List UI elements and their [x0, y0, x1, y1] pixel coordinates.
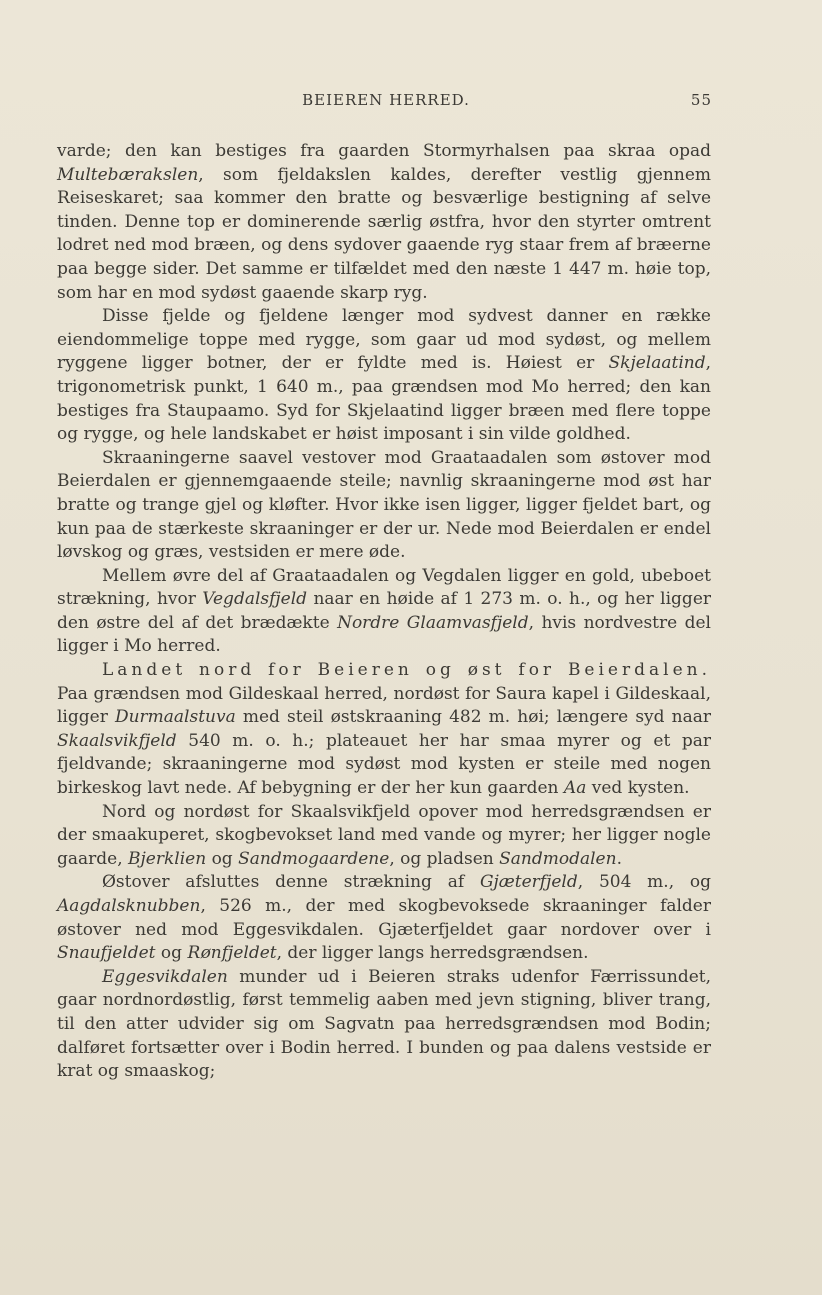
- text-run: Disse fjelde og fjeldene længer mod sydvest danner en række eiendommelige toppe med rygge, som gaar ud mod sydøst, og mellem ryggene ligger botner, der er fyldte med is. Høiest er: [57, 306, 711, 374]
- paragraph: [57, 305, 711, 447]
- italic-term: Skaalsvikfjeld: [57, 730, 177, 751]
- paragraph: [57, 659, 711, 801]
- text-run: .: [616, 848, 622, 869]
- text-run: Skraaningerne saavel vestover mod Graataadalen som østover mod Beierdalen er gjennemgaaende steile; navnlig skraaningerne mod øst har bratte og trange gjel og kløfter. Hvor ikke isen ligger, ligger fjeldet bart, og kun paa de stærkeste skraaninger er der ur. Nede mod Beierdalen er endel løvskog og græs, vestsiden er mere øde.: [57, 447, 711, 563]
- text-run: 540 m. o. h.; plateauet her har smaa myrer og et par fjeldvande; skraaningerne mod sydøst mod kysten er steile med nogen birkeskog lavt nede. Af bebygning er der her kun gaarden: [57, 730, 711, 799]
- text-run: ved kysten.: [586, 778, 690, 799]
- paragraph: [57, 140, 711, 305]
- paragraph: [57, 871, 711, 965]
- text-run: Mellem øvre del af Graataadalen og Vegdalen ligger en gold, ubeboet strækning, hvor: [57, 565, 711, 610]
- italic-term: Aa: [563, 778, 587, 799]
- text-run: Nord og nordøst for Skaalsvikfjeld opover mod herredsgrændsen er der smaakuperet, skogbevokset land med vande og myrer; her ligger nogle gaarde,: [57, 801, 711, 869]
- text-run: varde; den kan bestiges fra gaarden Stormyrhalsen paa skraa opad: [57, 141, 711, 161]
- body-text: [57, 140, 711, 1084]
- text-run: , 526 m., der med skogbevoksede skraaninger falder østover ned mod Eggesvikdalen. Gjæterfjeldet gaar nordover over i: [57, 896, 711, 940]
- text-run: munder ud i Beieren straks udenfor Færrissundet, gaar nordnordøstlig, først temmelig aaben med jevn stigning, bliver trang, til den atter udvider sig om Sagvatn paa herredsgrændsen mod Bodin; dalføret fortsætter over i Bodin herred. I bunden og paa dalens vestside er krat og smaaskog;: [57, 966, 711, 1082]
- italic-term: Bjerklien: [128, 848, 207, 869]
- text-run: naar en høide af 1 273 m. o. h., og her ligger den østre del af det brædækte: [57, 589, 712, 633]
- italic-term: Skjelaatind: [608, 353, 706, 374]
- italic-term: Multebærakslen: [57, 164, 199, 185]
- italic-term: Rønfjeldet: [187, 943, 277, 964]
- text-run: og: [155, 943, 188, 964]
- text-run: , der ligger langs herredsgrændsen.: [276, 943, 589, 964]
- paragraph: [57, 966, 711, 1084]
- text-run: Østover afsluttes denne strækning af: [102, 872, 480, 893]
- text-run: , trigonometrisk punkt, 1 640 m., paa grændsen mod Mo herred; den kan bestiges fra Staupaamo. Syd for Skjelaatind ligger bræen med flere toppe og rygge, og hele landskabet er høist imposant i sin vilde goldhed.: [57, 353, 711, 445]
- italic-term: Snaufjeldet: [57, 943, 156, 964]
- text-run: Paa grændsen mod Gildeskaal herred, nordøst for Saura kapel i Gildeskaal, ligger: [57, 683, 711, 728]
- text-run: , og pladsen: [389, 848, 500, 869]
- text-run: , hvis nordvestre del ligger i Mo herred.: [57, 612, 711, 657]
- chapter-title: BEIEREN HERRED.: [302, 91, 470, 109]
- text-run: , som fjeldakslen kaldes, derefter vestlig gjennem Reiseskaret; saa kommer den bratte og besværlige bestigning af selve tinden. Denne top er dominerende særlig østfra, hvor den styrter omtrent lodret ned mod bræen, og dens sydover gaaende ryg staar frem af bræerne paa begge sider. Det samme er tilfældet med den næste 1 447 m. høie top, som har en mod sydøst gaaende skarp ryg.: [57, 164, 711, 303]
- paragraph: [57, 447, 711, 565]
- running-header: [60, 91, 712, 115]
- text-run: , 504 m., og: [577, 872, 712, 893]
- italic-term: Nordre Glaamvasfjeld: [337, 612, 529, 633]
- italic-term: Aagdalsknubben: [57, 896, 201, 916]
- section-lead: Landet nord for Beieren og øst for Beierdalen.: [102, 660, 711, 681]
- page-number: 55: [690, 91, 712, 109]
- italic-term: Vegdalsfjeld: [202, 589, 308, 610]
- paragraph: [57, 565, 711, 659]
- text-run: og: [206, 848, 239, 869]
- italic-term: Durmaalstuva: [114, 707, 236, 728]
- italic-term: Eggesvikdalen: [102, 966, 228, 987]
- paragraph: [57, 801, 711, 872]
- italic-term: Sandmodalen: [499, 848, 617, 869]
- text-run: med steil østskraaning 482 m. høi; længere syd naar: [235, 707, 711, 728]
- italic-term: Sandmogaardene: [238, 848, 390, 869]
- italic-term: Gjæterfjeld: [479, 872, 578, 893]
